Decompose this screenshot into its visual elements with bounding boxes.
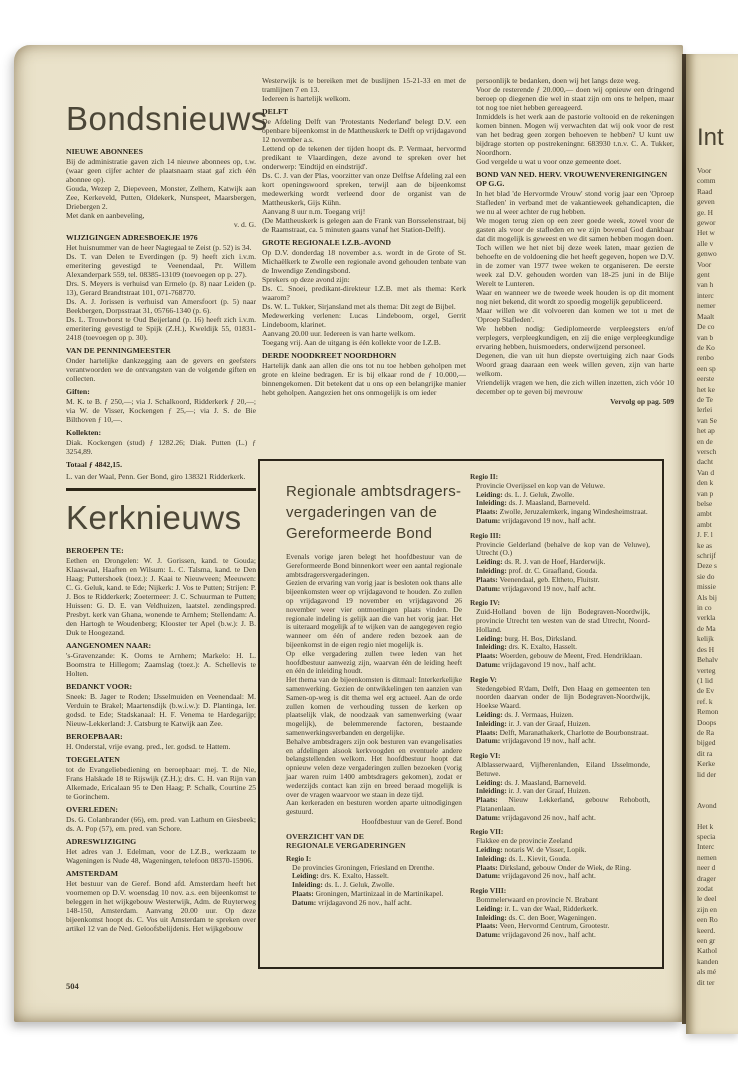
- paragraph: God vergelde u wat u voor onze gemeente doet.: [476, 157, 622, 166]
- clipped-text-line: bijged: [697, 738, 716, 748]
- paragraph: Inmiddels is het werk aan de pastorie voltooid en de rekeningen komen binnen. Mogen wij verwachten dat wij ook voor de rest van het bedrag geen zorgen behoeven te hebben? U kunt uw bijdrage storten op postrekeningnr. 683930 t.n.v. C. A. Tukker, Noordhorn.: [476, 112, 674, 157]
- paragraph: Onder hartelijke dankzegging aan de gevers en geefsters verantwoorden we de ontvangsten van de volgende giften en collecten.: [66, 356, 256, 383]
- clipped-text-line: de Ko: [697, 342, 715, 352]
- article-heading: Kollekten:: [66, 428, 102, 437]
- clipped-text-line: Het w: [697, 228, 715, 238]
- column-left: [66, 100, 268, 933]
- clipped-text-line: Als bij: [697, 592, 717, 602]
- clipped-text-line: het ke: [697, 384, 715, 394]
- paragraph: Met dank en aanbeveling,: [66, 211, 145, 220]
- detail-line: Provincie Overijssel en kop van de Veluwe.: [476, 480, 605, 490]
- paragraph: Op D.V. donderdag 18 november a.s. wordt in de Grote of St. Michaëlkerk te Zwolle een regionale avond gehouden tenbate van de Inwendige Zendingsbond.: [262, 248, 466, 275]
- detail-line: Leiding: ds. J. Maasland, Barneveld.: [476, 777, 587, 787]
- paragraph: Ds. W. L. Tukker, Sirjansland met als thema: Dit zegt de Bijbel.: [262, 302, 456, 311]
- detail-line: Plaats: Veen, Hervormd Centrum, Grootestr.: [476, 921, 610, 931]
- article: [66, 869, 256, 933]
- clipped-text-line: belse: [697, 499, 713, 508]
- paragraph: Ds. G. Colanbrander (66), em. pred. van Lathum en Giesbeek; ds. A. Pop (57), em. pred. van Schore.: [66, 815, 256, 833]
- paragraph: Eethen en Drongelen: W. J. Gorissen, kand. te Gouda; Klaaswaal, Haaften en Wilsum: L. C. Talsma, kand. te Den Haag; Puttershoek (toez.): J. Kaai te Nieuwveen; Meeuwen: C. G. Geluk, kand. te Ede; Nijkerk: J. Vos te Putten; Strijen: P. J. Bos te Ridderkerk; Zoetermeer: J. C. Schuurman te Putten; Huissen: G. D. E. van Veldhuizen, laatstel. zendingspred. Presbyt. kerk van Ghana, wonende te Arnhem; Stellendam: A. den Hartogh te Woudenberg; Klooster ter Apel (b.w.): J. B. Duk te Hoogezand.: [66, 556, 256, 637]
- paragraph: Westerwijk is te bereiken met de buslijnen 15-21-33 en met de tramlijnen 7 en 13.: [262, 76, 466, 94]
- detail-line: Zuid-Holland boven de lijn Bodegraven-Noordwijk, provincie Utrecht ten westen van de stad Utrecht, Noord-Holland.: [476, 607, 650, 634]
- article-heading: BEROEPEN TE:: [66, 546, 124, 555]
- article-heading: DELFT: [262, 107, 288, 116]
- paragraph: 's-Gravenzande: K. Ooms te Arnhem; Markelo: H. L. Boomstra te Hillegom; Zaamslag (toez.): A. Schellevis te Holten.: [66, 651, 256, 678]
- clipped-text-line: Doops: [697, 717, 717, 727]
- clipped-text-line: J. F. l: [697, 530, 713, 540]
- regio-label: Regio V:: [470, 674, 497, 684]
- article-body: [262, 117, 466, 234]
- box-signature: Hoofdbestuur van de Geref. Bond: [361, 816, 462, 826]
- paragraph: (De Mattheuskerk is gelegen aan de Frank van Borsselenstraat, bij de Raamstraat, ca. 5 minuten gaans vanaf het Station-Delft).: [262, 216, 466, 234]
- regio-details: [286, 864, 462, 908]
- paragraph: Toch willen we het niet bij deze week laten, maar gezien de behoefte en de voldoening die het heeft gegeven, hopen we D.V. in de zomer van 1977 twee weken te organiseren. De eerste week zal D.V. gehouden worden van 18-25 juni in de Blije Werelt te Lunteren.: [476, 243, 674, 288]
- clipped-text-line: zodat: [697, 884, 714, 894]
- clipped-text-line: van b: [697, 332, 714, 342]
- article-heading: VAN DE PENNINGMEESTER: [66, 346, 171, 355]
- clipped-text-line: een Ro: [697, 915, 718, 925]
- paragraph: Degenen, die van uit hun diepste overtuiging zich naar Gods Woord graag daaraan een week willen geven, zijn van harte welkom.: [476, 351, 674, 378]
- clipped-text-line: [697, 790, 738, 800]
- clipped-text-line: renbo: [697, 353, 714, 363]
- paragraph: Aanvang 8 uur n.m. Toegang vrij!: [262, 207, 366, 216]
- regional-meetings-box: [258, 459, 664, 969]
- article-heading: Totaal ƒ 4842,15.: [66, 460, 123, 469]
- paragraph: H. Onderstal, vrije evang. pred., ler. godsd. te Hattem.: [66, 742, 231, 751]
- clipped-text-line: van p: [697, 488, 714, 498]
- detail-line: Bommelerwaard en provincie N. Brabant: [476, 895, 599, 905]
- box-heading-line: vergaderingen van de: [286, 504, 438, 521]
- clipped-text-line: versch: [697, 446, 717, 456]
- regio-label: Regio IV:: [470, 598, 500, 608]
- clipped-text-line: dit ter: [697, 977, 715, 987]
- regio-entry: [470, 599, 650, 669]
- article-heading: AMSTERDAM: [66, 869, 118, 878]
- clipped-text-line: dacht: [697, 457, 714, 467]
- article-body: [66, 556, 256, 637]
- regio-details: [470, 896, 650, 940]
- regio-entry: [470, 473, 650, 526]
- clipped-text-line: nemer: [697, 301, 716, 311]
- clipped-text-line: interc: [697, 290, 714, 300]
- article-body: [66, 243, 256, 342]
- detail-line: Inleiding: prof. dr. C. Graafland, Gouda.: [476, 565, 598, 575]
- article-heading: DERDE NOODKREET NOORDHORN: [262, 351, 397, 360]
- article: [262, 351, 466, 397]
- bond-articles: [66, 147, 256, 481]
- clipped-text-line: als mé: [697, 967, 717, 977]
- clipped-text-line: dit ra: [697, 748, 713, 758]
- detail-line: Inleiding: ir. J. van der Graaf, Huizen.: [476, 718, 591, 728]
- article-body: [66, 692, 256, 728]
- clipped-text-line: gewor: [697, 218, 716, 228]
- article-heading: OVERLEDEN:: [66, 805, 118, 814]
- bondsnieuws-title: Bondsnieuws: [66, 100, 268, 137]
- paragraph: Het huisnummer van de heer Nagtegaal te Zeist (p. 52) is 34.: [66, 243, 252, 252]
- article-body: [66, 397, 256, 424]
- paragraph: Sneek: B. Jager te Roden; IJsselmuiden en Veenendaal: M. Verduin te Brakel; Maartensdijk (b.w.i.w.): D. Plantinga, ler. godsd. te Ede; Stadskanaal: H. F. Venema te Hardegarijp; Nieuw-Lekkerland: J. Catsburg te Katwijk aan Zee.: [66, 692, 256, 728]
- paragraph: Voor de resterende ƒ 20.000,— doen wij opnieuw een dringend beroep op diegenen die wel in staat zijn om ons te helpen, maar tot nog toe niet hebben gereageerd.: [476, 85, 674, 112]
- paragraph: We hebben nodig: Gediplomeerde verpleegsters en/of verplegers, verpleegkundigen, en zij die enige verpleegkundige ervaring hebben, huismoeders, onderwijzend personeel.: [476, 324, 674, 351]
- clipped-text-line: van h: [697, 280, 714, 290]
- adjacent-page-edge: [686, 54, 738, 1034]
- detail-line: Datum: vrijdagavond 26 nov., half acht.: [292, 897, 412, 907]
- detail-line: Datum: vrijdagavond 26 nov., half acht.: [476, 812, 596, 822]
- article-heading: BEDANKT VOOR:: [66, 682, 133, 691]
- paragraph: Het adres van J. Edelman, voor de I.Z.B., werkzaam te Wageningen is Nude 48, Wageningen, telefoon 08370-15906.: [66, 847, 256, 865]
- article: [66, 641, 256, 678]
- article-heading: TOEGELATEN: [66, 755, 120, 764]
- paragraph: Gouda, Wezep 2, Diepeveen, Monster, Zelhem, Katwijk aan Zee, Kerkeveld, Putten, Oldekerk, Nunspeet, Maarsbergen, Driebergen 2.: [66, 184, 256, 211]
- detail-line: Datum: vrijdagavond 19 nov., half acht.: [476, 659, 596, 669]
- clipped-text-line: verkla: [697, 613, 716, 623]
- article: [476, 170, 674, 396]
- regio-details: [470, 761, 650, 823]
- detail-line: Leiding: ds. L. J. Geluk, Zwolle.: [476, 489, 575, 499]
- detail-line: Inleiding: ir. J. van der Graaf, Huizen.: [476, 786, 591, 796]
- clipped-text-line: het ap: [697, 426, 715, 436]
- clipped-text-line: in co: [697, 603, 712, 613]
- clipped-text-line: Het k: [697, 821, 714, 831]
- paragraph: L. van der Waal, Penn. Ger Bond, giro 138321 Ridderkerk.: [66, 472, 246, 481]
- article: [262, 107, 466, 234]
- article-body: [262, 76, 466, 103]
- paragraph: Aanvang 20.00 uur. Iedereen is van harte welkom.: [262, 329, 416, 338]
- paragraph: Ds. C. J. van der Plas, voorzitter van onze Delftse Afdeling zal een kort openingswoord spreken, terwijl aan de bijeenkomst medewerking wordt verleend door de organist van de Mattheuskerk, Gijs Kühn.: [262, 171, 466, 207]
- box-right-column: [470, 473, 650, 946]
- article-signature: v. d. G.: [233, 220, 256, 229]
- clipped-text-line: De co: [697, 322, 715, 332]
- clipped-text-line: een sp: [697, 363, 716, 373]
- clipped-text-line: Raad: [697, 186, 713, 196]
- paragraph: Waar en wanneer we de tweede week houden is op dit moment nog niet bekend, dit wordt zo spoedig mogelijk gepubliceerd.: [476, 288, 674, 306]
- article: [262, 76, 466, 103]
- article-heading: WIJZIGINGEN ADRESBOEKJE 1976: [66, 233, 198, 242]
- paragraph: Het bestuur van de Geref. Bond afd. Amsterdam heeft het voornemen op D.V. woensdag 10 nov. a.s. een bijeenkomst te beleggen in het wijkgebouw Westerwijk, Adm. de Ruyterweg 148-150, Amsterdam. Aanvang 20.00 uur. Op deze bijeenkomst hoopt ds. C. Vos uit Amsterdam te spreken over artikel 12 van de Ned. Geloofsbelijdenis. Het wijkgebouw: [66, 879, 256, 933]
- clipped-text-line: lid der: [697, 769, 717, 779]
- article-body: [66, 815, 256, 833]
- article: [262, 238, 466, 347]
- regio-details: [470, 685, 650, 747]
- paragraph: Het thema van de bijeenkomsten is ditmaal: Interkerkelijke samenwerking. Gezien de ontwikkelingen ten aanzien van Samen-op-weg is dit thema wel erg actueel. Aan de orde zullen komen de verhouding tussen de kerken op plaatselijk vlak, de noodzaak van samenwerking (waar mogelijk), de belemmerende factoren, bestaande samenwerkingsverbanden en dergelijke.: [286, 675, 462, 737]
- article-body: [262, 361, 466, 397]
- clipped-text-line: des H: [697, 644, 715, 654]
- clipped-text-line: eerste: [697, 374, 715, 384]
- article: [66, 428, 256, 456]
- article: [66, 460, 256, 469]
- clipped-text-line: Deze s: [697, 561, 717, 571]
- clipped-text-line: [697, 780, 738, 790]
- clipped-text-line: Voor: [697, 259, 712, 269]
- right-articles: [476, 76, 674, 396]
- clipped-text-line: nemen: [697, 852, 717, 862]
- clipped-text-line: comm: [697, 176, 716, 186]
- regio-label: Regio III:: [470, 530, 501, 540]
- detail-line: Leiding: ds. R. J. van de Hoef, Harderwijk.: [476, 557, 606, 567]
- detail-line: Datum: vrijdagavond 19 nov., half acht.: [476, 583, 596, 593]
- clipped-text-line: Kathol: [697, 946, 718, 956]
- detail-line: Inleiding: ds. J. Maasland, Barneveld.: [476, 498, 591, 508]
- article-heading: GROTE REGIONALE I.Z.B.-AVOND: [262, 238, 392, 247]
- clipped-text-line: verteg: [697, 665, 716, 675]
- paragraph: tot de Evangeliebediening en beroepbaar: mej. T. de Nie, Frans Halskade 18 te Rijswijk (Z.H.); drs. C. H. van Rijn van Alkemade, Ericalaan 95 te Den Haag; P. Schalk, Courtine 25 te Gorinchem.: [66, 765, 256, 801]
- regio-label: Regio VIII:: [470, 886, 507, 896]
- kerk-articles: [66, 546, 256, 933]
- paragraph: Diak. Kockengen (stud) ƒ 1282.26; Diak. Putten (L.) ƒ 3254,89.: [66, 438, 256, 456]
- box-heading-line: Regionale ambtsdragers-: [286, 483, 462, 500]
- article: [66, 732, 256, 751]
- article: [476, 76, 674, 166]
- clipped-text-line: specia: [697, 832, 716, 841]
- paragraph: persoonlijk te bedanken, doen wij het langs deze weg.: [476, 76, 641, 85]
- box-intro-text: [286, 553, 462, 817]
- detail-line: Leiding: ir. L. van der Waal, Ridderkerk.: [476, 903, 599, 913]
- detail-line: Leiding: drs. K. Exalto, Hasselt.: [292, 871, 389, 881]
- clipped-text-line: Avond: [697, 800, 717, 810]
- adjacent-page-heading: Int: [697, 124, 724, 151]
- detail-line: Leiding: burg. H. Bos, Dirksland.: [476, 633, 577, 643]
- clipped-text-line: Van d: [697, 467, 715, 477]
- clipped-text-line: ge. H: [697, 207, 714, 217]
- clipped-text-line: keerd.: [697, 925, 716, 935]
- clipped-text-line: neer d: [697, 863, 716, 873]
- article: [66, 472, 256, 481]
- paragraph: Sprekers op deze avond zijn:: [262, 275, 350, 284]
- article-body: [66, 651, 256, 678]
- clipped-text-line: Interc: [697, 842, 715, 852]
- paragraph: We mogen terug zien op een zeer goede week, zowel voor de gasten als voor de stafleden en we zijn bovenal God dankbaar dat dit mogelijk is geweest en we dit samen hebben mogen doen.: [476, 216, 674, 243]
- article-heading: Giften:: [66, 387, 90, 396]
- detail-line: Plaats: Veenendaal, geb. Eltheto, Fluitstr.: [476, 574, 600, 584]
- article: [66, 346, 256, 383]
- detail-line: Datum: vrijdagavond 19 nov., half acht.: [476, 515, 596, 525]
- clipped-text-line: missie: [697, 582, 716, 592]
- section-divider: [66, 488, 256, 491]
- article: [66, 387, 256, 424]
- article: [66, 546, 256, 637]
- clipped-text-line: le deel: [697, 894, 717, 904]
- article-heading: BEROEPBAAR:: [66, 732, 123, 741]
- kerknieuws-title: Kerknieuws: [66, 499, 242, 536]
- paragraph: De Afdeling Delft van 'Protestants Nederland' belegt D.V. een openbare bijeenkomst in de Mattheuskerk te Delft op vrijdagavond 12 november a.s.: [262, 117, 466, 144]
- detail-line: Plaats: Zwolle, Jeruzalemkerk, ingang Windesheimstraat.: [476, 507, 648, 517]
- regio-details: [470, 482, 650, 526]
- article-heading: ADRESWIJZIGING: [66, 837, 137, 846]
- overview-heading: [286, 832, 462, 851]
- article: [66, 755, 256, 801]
- detail-line: Plaats: Dirksland, gebouw Onder de Wiek, de Ring.: [476, 862, 632, 872]
- detail-line: Plaats: Groningen, Martinizaal in de Martinikapel.: [292, 888, 444, 898]
- clipped-text-line: sie do: [697, 571, 715, 581]
- article: [66, 233, 256, 342]
- clipped-text-line: van Se: [697, 415, 717, 425]
- detail-line: De provincies Groningen, Friesland en Drenthe.: [292, 862, 435, 872]
- clipped-text-line: Behalv: [697, 655, 718, 665]
- detail-line: Plaats: Nieuw Lekkerland, gebouw Rehoboth, Platanenlaan.: [476, 795, 651, 813]
- regio-entry: [470, 532, 650, 594]
- paragraph: Op elke vergadering zullen twee leden van het hoofdbestuur aanwezig zijn, waarvan één de leiding heeft en één de inleiding houdt.: [286, 648, 462, 676]
- article: [66, 147, 256, 229]
- column-right: [476, 73, 674, 406]
- article-body: [66, 742, 256, 751]
- paragraph: Iedereen is hartelijk welkom.: [262, 94, 351, 103]
- regio-entry: [470, 887, 650, 940]
- detail-line: Inleiding: ds. L. Kievit, Gouda.: [476, 853, 571, 863]
- clipped-text-line: ref. k: [697, 696, 713, 706]
- paragraph: Toegang vrij. Aan de uitgang is één kollekte voor de I.Z.B.: [262, 338, 441, 347]
- continuation-note: Vervolg op pag. 509: [610, 397, 674, 406]
- article-body: [66, 157, 256, 220]
- paragraph: Bij de administratie gaven zich 14 nieuwe abonnees op, t.w. (waar geen cijfer achter de plaatsnaam staat gaf zich één abonnee op).: [66, 157, 256, 184]
- paragraph: Drs. S. Meyers is verhuisd van Ermelo (p. 8) naar Leiden (p. 13), Gerard Brandtstraat 101, 071-768770.: [66, 279, 256, 297]
- adjacent-page-text: [697, 166, 738, 988]
- paragraph: Vriendelijk vragen we hen, die zich willen inzetten, zich vóór 10 december op te geven bij mevrouw: [476, 378, 674, 396]
- clipped-text-line: schrijf: [697, 551, 716, 561]
- clipped-text-line: de Te: [697, 394, 713, 404]
- clipped-text-line: genwo: [697, 249, 717, 259]
- paragraph: Medewerking verlenen: Lucas Lindeboom, orgel, Gerrit Lindeboom, klarinet.: [262, 311, 466, 329]
- paragraph: M. K. te B. ƒ 250,—; via J. Schalkoord, Ridderkerk ƒ 20,—; via W. de Visser, Kockengen ƒ 25,—; via J. S. de Bie Bilthoven ƒ 10,—.: [66, 397, 256, 424]
- paragraph: Aan kerkeraden en besturen worden aparte uitnodigingen gestuurd.: [286, 798, 462, 817]
- regio-entry: [470, 676, 650, 746]
- article-body: [66, 847, 256, 865]
- paragraph: Maar willen we dit volvoeren dan komen we tot u met de 'Oproep Stafleden'.: [476, 306, 674, 324]
- regio-label: Regio VI:: [470, 751, 501, 761]
- regio-label: Regio I:: [286, 853, 312, 863]
- clipped-text-line: de Ev: [697, 686, 715, 696]
- article: [66, 682, 256, 728]
- paragraph: Gezien de ervaring van vorig jaar is besloten ook thans alle bijeenkomsten weer op vrijdagavond te houden. Zo zullen op vrijdagavond 19 november en vrijdagavond 26 november weer vier ontmoetingen plaats vinden. De regionale indeling is gelijk aan die van het vorig jaar. Het is uiteraard mogelijk af te wijken van de aangegeven regio wanneer om één of andere reden bezoek aan de bijeenkomst in de eigen regio niet mogelijk is.: [286, 578, 462, 649]
- article: [66, 805, 256, 833]
- detail-line: Alblasserwaard, Vijfherenlanden, Eiland IJsselmonde, Betuwe.: [476, 759, 650, 778]
- paragraph: Ds. A. J. Jorissen is verhuisd van Amersfoort (p. 5) naar Beekbergen, Dorpsstraat 31, 05766-1340 (p. 6).: [66, 297, 256, 315]
- detail-line: Stedengebied R'dam, Delft, Den Haag en gemeenten ten noorden daarvan onder de lijn Bodegraven-Noordwijk, Hoekse Waard.: [476, 683, 650, 711]
- clipped-text-line: Maalt: [697, 311, 715, 321]
- clipped-text-line: kanden: [697, 956, 719, 966]
- clipped-text-line: gent: [697, 270, 710, 280]
- paragraph: Evenals vorige jaren belegt het hoofdbestuur van de Gereformeerde Bond binnenkort weer een aantal regionale ambtsdragersvergaderingen.: [286, 552, 462, 579]
- article-body: [66, 879, 256, 933]
- article-body: [66, 472, 256, 481]
- clipped-text-line: alle v: [697, 238, 714, 248]
- regio-details: [470, 608, 650, 670]
- clipped-text-line: ambt: [697, 519, 712, 529]
- clipped-text-line: kelijk: [697, 634, 714, 644]
- clipped-text-line: Remon: [697, 707, 719, 717]
- article-heading: BOND VAN NED. HERV. VROUWENVERENIGINGEN OP G.G.: [476, 170, 668, 188]
- article-heading: AANGENOMEN NAAR:: [66, 641, 152, 650]
- clipped-text-line: en de: [697, 436, 713, 446]
- article-body: [262, 248, 466, 347]
- detail-line: Plaats: Woerden, gebouw de Meent, Fred. Hendriklaan.: [476, 651, 643, 661]
- detail-line: Inleiding: ds. L. J. Geluk, Zwolle.: [292, 880, 395, 890]
- clipped-text-line: Voor: [697, 166, 712, 175]
- regio-entry: [470, 752, 650, 822]
- regio-entry: [286, 855, 462, 908]
- article-body: [66, 356, 256, 383]
- box-heading: [286, 481, 462, 544]
- box-left-column: [286, 481, 462, 913]
- clipped-text-line: ke as: [697, 540, 712, 550]
- clipped-text-line: (1 lid: [697, 675, 713, 685]
- regio-label: Regio VII:: [470, 827, 504, 837]
- detail-line: Datum: vrijdagavond 19 nov., half acht.: [476, 736, 596, 746]
- detail-line: Leiding: ds. J. Vermaas, Huizen.: [476, 709, 574, 719]
- paragraph: Ds. L. Trouwborst te Oud Beijerland (p. 16) heeft zich i.v.m. emeritering gevestigd te Spijk (Z.H.), Kweldijk 55, 01831-2418 (toevoegen op p. 30).: [66, 315, 256, 342]
- paragraph: Behalve ambtsdragers zijn ook besturen van evangelisaties en afdelingen alsook kerkvoogden en eventuele andere belangstellenden welkom. Het hoofdbestuur hoopt dat opnieuw velen deze vergaderingen zullen bezoeken (vorig jaar waren ruim 1400 ambtsdragers gekomen), zodat er wederzijds contact kan zijn en breed beraad mogelijk is over de vragen waarvoor we staan in deze tijd.: [286, 736, 462, 799]
- clipped-text-line: ambt: [697, 509, 712, 519]
- regio-label: Regio II:: [470, 472, 499, 481]
- clipped-text-line: zijn en: [697, 904, 717, 914]
- detail-line: Plaats: Delft, Maranathakerk, Charlotte de Bourbonstraat.: [476, 727, 649, 737]
- clipped-text-line: de Ra: [697, 727, 715, 737]
- paragraph: In het blad 'de Hervormde Vrouw' stond vorig jaar een 'Oproep Stafleden' in verband met de vakantieweek gehandicapten, die we nu al weer achter de rug hebben.: [476, 189, 674, 216]
- article-body: [66, 438, 256, 456]
- magazine-page: [14, 45, 683, 1022]
- article: [66, 837, 256, 865]
- paragraph: Hartelijk dank aan allen die ons tot nu toe hebben geholpen met grote en kleine bedragen. Er is bij elkaar rond de ƒ 10.000,— binnengekomen. Dit betekent dat u ons op een belangrijke manier hebt geholpen. Aangezien het ons onmogelijk is om ieder: [262, 361, 466, 397]
- article-body: [476, 189, 674, 396]
- box-heading-line: Gereformeerde Bond: [286, 525, 433, 542]
- detail-line: Datum: vrijdagavond 26 nov., half acht.: [476, 930, 596, 940]
- clipped-text-line: [697, 811, 738, 821]
- clipped-text-line: den k: [697, 478, 714, 488]
- regio-details: [470, 837, 650, 881]
- clipped-text-line: geven: [697, 197, 715, 207]
- detail-line: Flakkee en de provincie Zeeland: [476, 836, 573, 846]
- regio-entry: [470, 828, 650, 881]
- overview-heading-line: OVERZICHT VAN DE: [286, 831, 364, 841]
- article-body: [476, 76, 674, 166]
- column-middle: [262, 73, 466, 397]
- clipped-text-line: drager: [697, 873, 716, 883]
- page-number: 504: [66, 981, 79, 991]
- clipped-text-line: Kerke: [697, 759, 716, 769]
- overview-heading-line: REGIONALE VERGADERINGEN: [286, 841, 406, 851]
- clipped-text-line: lerlei: [697, 405, 713, 415]
- paragraph: Ds. C. Snoei, predikant-direkteur I.Z.B. met als thema: Kerk waarom?: [262, 284, 466, 302]
- detail-line: Datum: vrijdagavond 26 nov., half acht.: [476, 871, 596, 881]
- article-heading: NIEUWE ABONNEES: [66, 147, 143, 156]
- paragraph: Ds. T. van Delen te Everdingen (p. 9) heeft zich i.v.m. emeritering gevestigd te Veenendaal, Pr. Willem Alexanderpark 559, tel. 08385-13109 (toevoegen op p. 27).: [66, 252, 256, 279]
- regio-list-left: [286, 855, 462, 908]
- article-body: [66, 765, 256, 801]
- detail-line: Provincie Gelderland (behalve de kop van de Veluwe), Utrecht (O.): [476, 539, 650, 558]
- detail-line: Inleiding: ds. C. den Boer, Wageningen.: [476, 912, 597, 922]
- regio-details: [470, 541, 650, 594]
- detail-line: Inleiding: drs. K. Exalto, Hasselt.: [476, 642, 578, 652]
- clipped-text-line: een gr: [697, 936, 716, 946]
- detail-line: Leiding: notaris W. de Visser, Lopik.: [476, 845, 587, 855]
- clipped-text-line: de Ma: [697, 623, 716, 633]
- paragraph: Lettend op de tekenen der tijden hoopt ds. P. Vermaat, hervormd predikant te Vlaardingen, deze avond te spreken over het onderwerp: 'Eindtijd en eindstrijd'.: [262, 144, 466, 171]
